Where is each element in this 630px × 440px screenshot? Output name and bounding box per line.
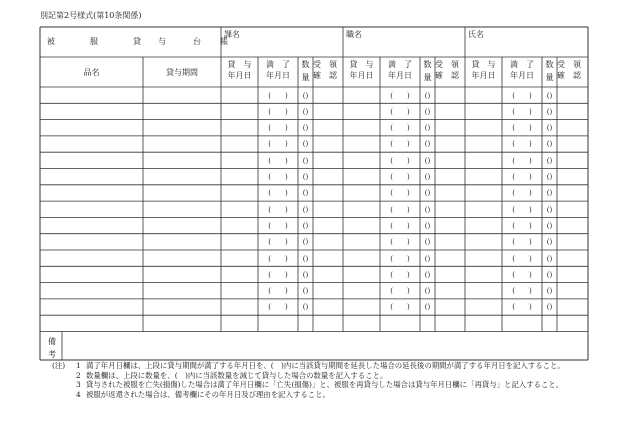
- qty-paren: (): [546, 205, 553, 214]
- expiry-paren: ( ): [390, 124, 410, 133]
- expiry-paren: ( ): [268, 189, 288, 198]
- form-header: 別記第2号様式(第10条関係): [40, 11, 142, 20]
- qty-paren: (): [424, 238, 431, 247]
- qty-paren: (): [546, 287, 553, 296]
- col-item-header: 品名: [83, 68, 100, 77]
- col-receipt-header: 確 認: [313, 71, 337, 80]
- expiry-paren: ( ): [390, 303, 410, 312]
- col-expiry-date-header: 満 了: [510, 60, 534, 69]
- qty-paren: (): [424, 205, 431, 214]
- col-lend-date-header: 貸 与: [349, 60, 374, 69]
- qty-paren: (): [302, 303, 309, 312]
- ledger-title-char: 服: [90, 37, 98, 46]
- expiry-paren: ( ): [512, 270, 532, 279]
- qty-paren: (): [302, 107, 309, 116]
- col-receipt-header: 受 領: [435, 60, 459, 69]
- expiry-paren: ( ): [512, 189, 532, 198]
- expiry-paren: ( ): [512, 238, 532, 247]
- note-4: 4 被服が返還された場合は、備考欄にその年月日及び理由を記入すること。: [76, 389, 330, 399]
- dept-label: 課名: [224, 30, 240, 39]
- expiry-paren: ( ): [390, 173, 410, 181]
- qty-paren: (): [302, 254, 309, 263]
- expiry-paren: ( ): [390, 287, 410, 296]
- col-period-header: 貸与期間: [166, 68, 198, 77]
- notes-prefix: (注): [52, 361, 66, 370]
- expiry-paren: ( ): [268, 287, 288, 296]
- qty-paren: (): [424, 107, 431, 116]
- col-expiry-date-header: 年月日: [266, 71, 290, 80]
- qty-paren: (): [546, 303, 553, 312]
- qty-paren: (): [546, 173, 553, 181]
- qty-paren: (): [424, 124, 431, 133]
- expiry-paren: ( ): [268, 205, 288, 214]
- expiry-paren: ( ): [268, 221, 288, 230]
- expiry-paren: ( ): [268, 270, 288, 279]
- post-label: 職名: [346, 30, 362, 39]
- note-1: (注) 1 満了年月日欄は、上段に貸与期間が満了する年月日を、( )内に当該貸与期間を延長した場合の延長後の期間が満了する年月日を記入すること。: [52, 361, 565, 370]
- qty-paren: (): [302, 189, 309, 198]
- notes-section: [52, 361, 592, 399]
- expiry-paren: ( ): [512, 107, 532, 116]
- qty-paren: (): [302, 156, 309, 165]
- expiry-paren: ( ): [512, 254, 532, 263]
- col-expiry-date-header: 年月日: [510, 71, 534, 80]
- qty-paren: (): [302, 91, 309, 100]
- ledger-title-char: 与: [158, 37, 166, 46]
- qty-paren: (): [424, 91, 431, 100]
- qty-paren: (): [424, 303, 431, 312]
- qty-paren: (): [302, 205, 309, 214]
- col-expiry-date-header: 年月日: [388, 71, 412, 80]
- qty-paren: (): [546, 140, 553, 149]
- qty-paren: (): [546, 238, 553, 247]
- qty-paren: (): [302, 124, 309, 133]
- col-expiry-date-header: 満 了: [388, 60, 412, 69]
- remarks-label: 備: [48, 336, 56, 346]
- qty-paren: (): [424, 270, 431, 279]
- qty-paren: (): [424, 156, 431, 165]
- expiry-paren: ( ): [512, 173, 532, 181]
- qty-paren: (): [302, 140, 309, 149]
- col-receipt-header: 確 認: [435, 71, 459, 80]
- col-lend-date-header: 貸 与: [227, 60, 252, 69]
- expiry-paren: ( ): [390, 254, 410, 263]
- qty-paren: (): [302, 287, 309, 296]
- qty-paren: (): [546, 124, 553, 133]
- ledger-title-char: 台: [193, 37, 201, 46]
- expiry-paren: ( ): [268, 254, 288, 263]
- col-qty-header: 数: [545, 60, 554, 69]
- expiry-paren: ( ): [268, 107, 288, 116]
- expiry-paren: ( ): [390, 107, 410, 116]
- ledger-title-char: 帳: [220, 37, 228, 46]
- qty-paren: (): [546, 107, 553, 116]
- expiry-paren: ( ): [390, 205, 410, 214]
- col-qty-header: 量: [545, 73, 554, 82]
- expiry-paren: ( ): [268, 91, 288, 100]
- col-qty-header: 量: [423, 73, 432, 82]
- col-lend-date-header: 年月日: [471, 71, 496, 80]
- col-lend-date-header: 年月日: [349, 71, 374, 80]
- expiry-paren: ( ): [268, 124, 288, 133]
- qty-paren: (): [302, 238, 309, 247]
- expiry-paren: ( ): [512, 221, 532, 230]
- expiry-paren: ( ): [268, 238, 288, 247]
- qty-paren: (): [546, 91, 553, 100]
- expiry-paren: ( ): [268, 303, 288, 312]
- col-receipt-header: 確 認: [557, 71, 581, 80]
- qty-paren: (): [546, 254, 553, 263]
- ledger-title-char: 被: [47, 37, 55, 46]
- expiry-paren: ( ): [390, 270, 410, 279]
- qty-paren: (): [546, 270, 553, 279]
- qty-paren: (): [546, 156, 553, 165]
- qty-paren: (): [424, 189, 431, 198]
- expiry-paren: ( ): [512, 303, 532, 312]
- expiry-paren: ( ): [512, 156, 532, 165]
- col-qty-header: 量: [301, 73, 310, 82]
- col-lend-date-header: 貸 与: [471, 60, 496, 69]
- expiry-paren: ( ): [512, 205, 532, 214]
- qty-paren: (): [302, 270, 309, 279]
- expiry-paren: ( ): [390, 140, 410, 149]
- expiry-paren: ( ): [390, 238, 410, 247]
- col-qty-header: 数: [301, 60, 310, 69]
- col-lend-date-header: 年月日: [227, 71, 252, 80]
- expiry-paren: ( ): [512, 287, 532, 296]
- note-3: 3 貸与された被服を亡失(損傷)した場合は満了年月日欄に「亡失(損傷)」と、被服を再貸与した場合は貸与年月日欄に「再貸与」と記入すること。: [76, 380, 564, 389]
- col-receipt-header: 受 領: [313, 60, 337, 69]
- note-2: 2 数量欄は、上段に数量を、( )内に当該数量を減じて貸与した場合の数量を記入すること。: [76, 370, 388, 380]
- qty-paren: (): [302, 221, 309, 230]
- qty-paren: (): [424, 287, 431, 296]
- qty-paren: (): [546, 221, 553, 230]
- expiry-paren: ( ): [512, 124, 532, 133]
- name-label: 氏名: [468, 30, 484, 39]
- qty-paren: (): [424, 254, 431, 263]
- expiry-paren: ( ): [268, 173, 288, 181]
- col-qty-header: 数: [423, 60, 432, 69]
- qty-paren: (): [424, 221, 431, 230]
- expiry-paren: ( ): [390, 156, 410, 165]
- col-receipt-header: 受 領: [557, 60, 581, 69]
- qty-paren: (): [424, 140, 431, 149]
- expiry-paren: ( ): [390, 189, 410, 198]
- expiry-paren: ( ): [390, 91, 410, 100]
- qty-paren: (): [546, 189, 553, 198]
- qty-paren: (): [302, 173, 309, 181]
- expiry-paren: ( ): [390, 221, 410, 230]
- expiry-paren: ( ): [268, 156, 288, 165]
- qty-paren: (): [424, 173, 431, 181]
- col-expiry-date-header: 満 了: [266, 60, 290, 69]
- expiry-paren: ( ): [512, 91, 532, 100]
- ledger-title-char: 貸: [133, 37, 141, 46]
- remarks-label: 考: [48, 349, 56, 359]
- expiry-paren: ( ): [512, 140, 532, 149]
- expiry-paren: ( ): [268, 140, 288, 149]
